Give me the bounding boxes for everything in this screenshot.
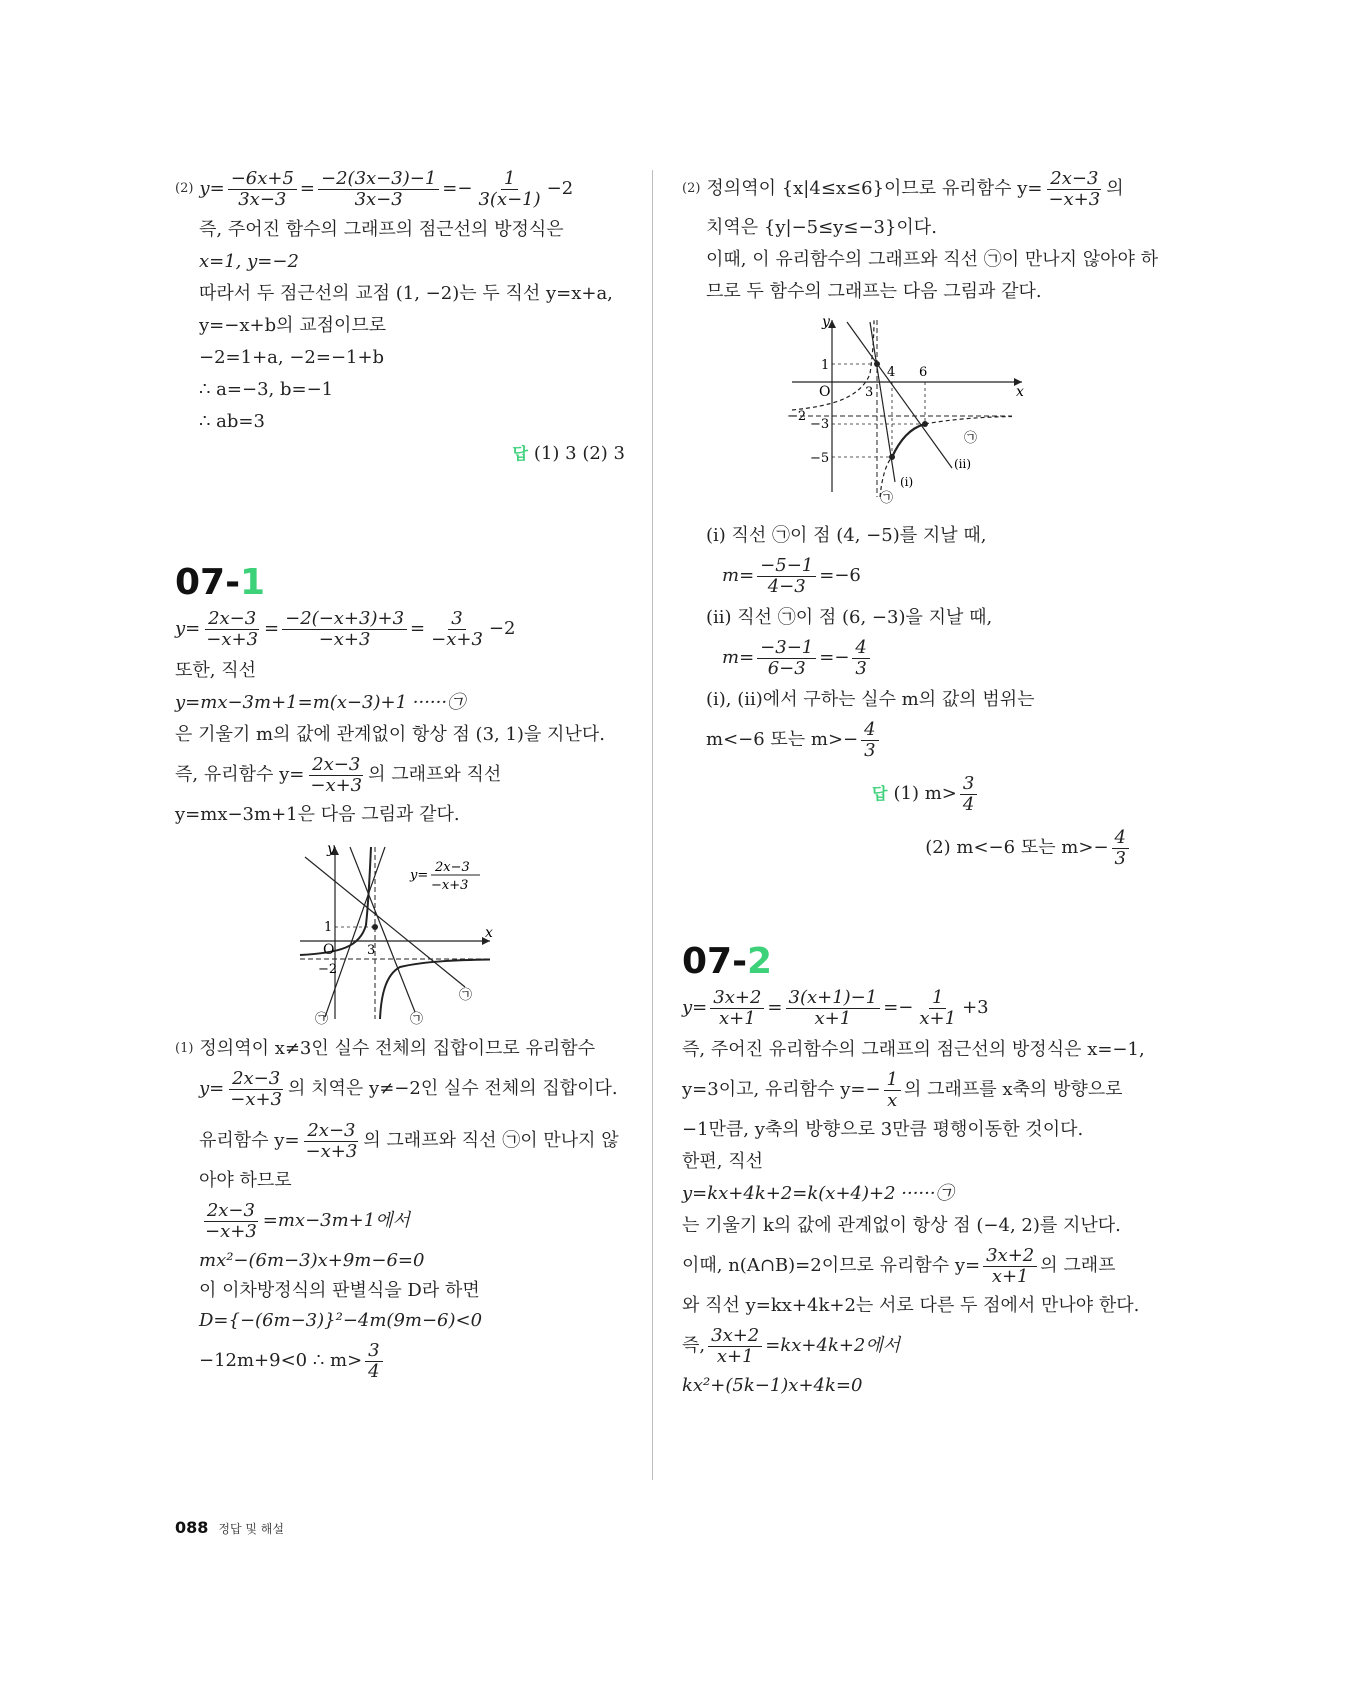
x-axis-label: x <box>485 925 493 941</box>
hyperbola-segment <box>892 424 925 457</box>
line-label: ㉠ <box>880 491 894 506</box>
curve-label-numerator: 2x−3 <box>435 860 470 875</box>
line-ii <box>847 322 952 468</box>
origin-label: O <box>323 942 335 958</box>
text-line: y=3이고, 유리함수 y=− $\frac{1}{x}$ 의 그래프를 x축의 방향으로 <box>682 1068 1123 1111</box>
fraction: $\frac{2x-3}{-x+3}$ <box>206 607 259 650</box>
question-number: (1) <box>175 1041 194 1056</box>
fraction: $\frac{3(x+1)-1}{x+1}$ <box>786 988 881 1029</box>
text-line: 와 직선 y=kx+4k+2는 서로 다른 두 점에서 만나야 한다. <box>682 1295 1140 1316</box>
text-line: 즉, 유리함수 y= $\frac{2x-3}{-x+3}$ 의 그래프와 직선 <box>175 753 502 796</box>
text-line: (ⅰ), (ⅱ)에서 구하는 실수 m의 값의 범위는 <box>706 689 1035 710</box>
text-line: (1) 정의역이 x≠3인 실수 전체의 집합이므로 유리함수 <box>175 1038 596 1059</box>
point-3-1 <box>372 924 378 930</box>
eq-line: y= $\frac{2x-3}{-x+3}$ = $\frac{-2(-x+3)+3}{-x+3}$ = $\frac{3}{-x+3}$ −2 <box>175 607 516 650</box>
text-line: ∴ a=−3, b=−1 <box>199 379 334 400</box>
fraction: $\frac{-6x+5}{3x-3}$ <box>228 169 297 210</box>
fraction: $\frac{-2(-x+3)+3}{-x+3}$ <box>282 609 407 650</box>
text-line: 아야 하므로 <box>199 1170 292 1191</box>
fraction: $\frac{4}{3}$ <box>852 638 869 679</box>
fraction: $\frac{2x-3}{-x+3}$ <box>230 1067 283 1110</box>
answer-line: (2) m<−6 또는 m>− $\frac{4}{3}$ <box>682 826 1132 870</box>
fraction: $\frac{-2(3x-3)-1}{3x-3}$ <box>318 169 439 210</box>
fraction: $\frac{-5-1}{4-3}$ <box>757 556 816 597</box>
text-line: m= $\frac{-3-1}{6-3}$ =− $\frac{4}{3}$ <box>682 636 1132 680</box>
fraction: $\frac{3}{4}$ <box>960 774 977 815</box>
point-3-1 <box>874 361 880 367</box>
answer-tag: 답 <box>512 444 528 463</box>
y-axis-label: y <box>327 841 335 857</box>
text-line: −1만큼, y축의 방향으로 3만큼 평행이동한 것이다. <box>682 1119 1084 1140</box>
answer-line <box>175 442 625 466</box>
text-line: y=mx−3m+1은 다음 그림과 같다. <box>175 804 460 825</box>
line-label: ㉠ <box>410 1012 424 1027</box>
fraction: $\frac{3x+2}{x+1}$ <box>708 1326 762 1367</box>
tick-label: 4 <box>887 365 896 380</box>
text-line: D={−(6m−3)}²−4m(9m−6)<0 <box>199 1310 483 1331</box>
fraction: $\frac{-3-1}{6-3}$ <box>757 638 816 679</box>
line-c <box>325 847 385 1017</box>
text-line: kx²+(5k−1)x+4k=0 <box>682 1375 863 1396</box>
text-line: −12m+9<0 ∴ m> $\frac{3}{4}$ <box>175 1339 625 1383</box>
graph-rational-lines <box>175 837 625 1027</box>
text-line: m<−6 또는 m>− $\frac{4}{3}$ <box>682 718 1132 762</box>
fraction: $\frac{2x-3}{-x+3}$ <box>310 753 363 796</box>
text-line: ∴ ab=3 <box>199 411 265 432</box>
text-line: 또한, 직선 <box>175 660 256 681</box>
graph-range-condition <box>682 312 1132 512</box>
text-line: 즉, $\frac{3x+2}{x+1}$ =kx+4k+2에서 <box>682 1324 901 1367</box>
line-b <box>350 847 415 1012</box>
hyperbola-right-tail <box>925 417 1012 425</box>
y-axis-label: y <box>822 314 830 330</box>
eq-line: y= $\frac{3x+2}{x+1}$ = $\frac{3(x+1)-1}{x+1}$ =− $\frac{1}{x+1}$ +3 <box>682 986 989 1029</box>
tick-label: −2 <box>318 962 338 977</box>
question-number: (2) <box>682 181 701 196</box>
tick-label: 3 <box>367 943 376 958</box>
fraction: $\frac{3x+2}{x+1}$ <box>710 988 764 1029</box>
answer-line: 답 (1) m> $\frac{3}{4}$ <box>682 772 1132 816</box>
hyperbola-right-branch <box>380 960 490 1020</box>
eq-line: (2) y= $\frac{-6x+5}{3x-3}$ = $\frac{-2(3x-3)-1}{3x-3}$ =− $\frac{1}{3(x-1)}$ −2 <box>175 167 574 210</box>
text-line: 즉, 주어진 함수의 그래프의 점근선의 방정식은 <box>199 219 564 240</box>
tick-label: 3 <box>865 385 874 400</box>
text-line: m= $\frac{-5-1}{4-3}$ =−6 <box>722 554 861 597</box>
text-line: y=−x+b의 교점이므로 <box>199 315 387 336</box>
right-column <box>682 167 1159 1398</box>
answer-tag: 답 <box>872 784 888 803</box>
fraction: $\frac{2x-3}{-x+3}$ <box>305 1119 358 1162</box>
point-4-m5 <box>889 454 895 460</box>
section-heading: 07-2 <box>682 941 773 982</box>
text-line: (2) 정의역이 {x|4≤x≤6}이므로 유리함수 y= $\frac{2x-3}{-x+3}$ 의 <box>682 167 1124 210</box>
question-number: (2) <box>175 181 194 196</box>
text-line: 치역은 {y|−5≤y≤−3}이다. <box>706 217 937 238</box>
text-line: 따라서 두 점근선의 교점 (1, −2)는 두 직선 y=x+a, <box>199 283 613 304</box>
answer-text: (1) 3 (2) 3 <box>533 443 625 464</box>
line-label: (ⅰ) <box>900 475 914 489</box>
fraction: $\frac{4}{3}$ <box>861 720 878 761</box>
fraction: $\frac{2x-3}{-x+3}$ <box>205 1199 257 1242</box>
text-line: (ⅱ) 직선 ㉠이 점 (6, −3)을 지날 때, <box>706 607 993 628</box>
line-label: (ⅱ) <box>954 457 972 471</box>
fraction: $\frac{2x-3}{-x+3}$ <box>1048 167 1101 210</box>
text-line: 는 기울기 k의 값에 관계없이 항상 점 (−4, 2)를 지난다. <box>682 1215 1121 1236</box>
fraction: $\frac{1}{3(x-1)}$ <box>478 167 541 210</box>
section-heading: 07-1 <box>175 562 266 603</box>
fraction: $\frac{1}{x+1}$ <box>919 986 957 1029</box>
point-6-m3 <box>922 421 928 427</box>
text-line: y= $\frac{2x-3}{-x+3}$ 의 치역은 y≠−2인 실수 전체의 집합이다. <box>199 1067 618 1110</box>
text-line: 한편, 직선 <box>682 1151 763 1172</box>
text-line: x=1, y=−2 <box>199 251 299 272</box>
text-line: mx²−(6m−3)x+9m−6=0 <box>199 1250 425 1271</box>
page-number: 088 <box>175 1518 209 1537</box>
text-line: $\frac{2x-3}{-x+3}$ =mx−3m+1에서 <box>175 1199 625 1243</box>
fraction: $\frac{3}{-x+3}$ <box>431 607 483 650</box>
tick-label: −5 <box>810 451 830 466</box>
math-text: y= <box>199 178 225 199</box>
tick-label: 6 <box>919 365 928 380</box>
text-line: y=kx+4k+2=k(x+4)+2 ······㉠ <box>682 1183 954 1204</box>
fraction: $\frac{3}{4}$ <box>365 1341 382 1382</box>
text-line: 이 이차방정식의 판별식을 D라 하면 <box>199 1280 480 1301</box>
text-line: 은 기울기 m의 값에 관계없이 항상 점 (3, 1)을 지난다. <box>175 724 605 745</box>
left-column <box>175 168 625 1383</box>
text-line: −2=1+a, −2=−1+b <box>199 347 385 368</box>
text-line: 므로 두 함수의 그래프는 다음 그림과 같다. <box>706 281 1042 302</box>
text-line: (ⅰ) 직선 ㉠이 점 (4, −5)를 지날 때, <box>706 525 987 546</box>
text-line: 유리함수 y= $\frac{2x-3}{-x+3}$ 의 그래프와 직선 ㉠이 만나지 않 <box>199 1119 619 1162</box>
fraction: $\frac{4}{3}$ <box>1112 828 1129 869</box>
tick-label: −2 <box>787 409 807 424</box>
hyperbola-left-branch <box>792 320 874 410</box>
curve-label-denominator: −x+3 <box>431 878 469 893</box>
page-footer <box>175 1518 284 1537</box>
tick-label: 1 <box>324 920 333 935</box>
tick-label: 1 <box>821 358 830 373</box>
origin-label: O <box>819 384 831 400</box>
curve-label: y= <box>410 868 429 883</box>
line-label: ㉠ <box>315 1012 329 1027</box>
tick-label: −3 <box>810 417 830 432</box>
column-divider <box>652 170 653 1480</box>
text-line: y=mx−3m+1=m(x−3)+1 ······㉠ <box>175 692 466 713</box>
text-line: 즉, 주어진 유리함수의 그래프의 점근선의 방정식은 x=−1, <box>682 1039 1145 1060</box>
x-axis-label: x <box>1016 384 1024 400</box>
line-label: ㉠ <box>964 431 978 446</box>
text-line: 이때, n(A∩B)=2이므로 유리함수 y= $\frac{3x+2}{x+1}$ 의 그래프 <box>682 1244 1116 1287</box>
page-title: 정답 및 해설 <box>218 1522 284 1536</box>
text-line: 이때, 이 유리함수의 그래프와 직선 ㉠이 만나지 않아야 하 <box>706 249 1159 270</box>
line-label: ㉠ <box>459 988 473 1003</box>
fraction: $\frac{1}{x}$ <box>884 1070 901 1111</box>
fraction: $\frac{3x+2}{x+1}$ <box>983 1246 1037 1287</box>
